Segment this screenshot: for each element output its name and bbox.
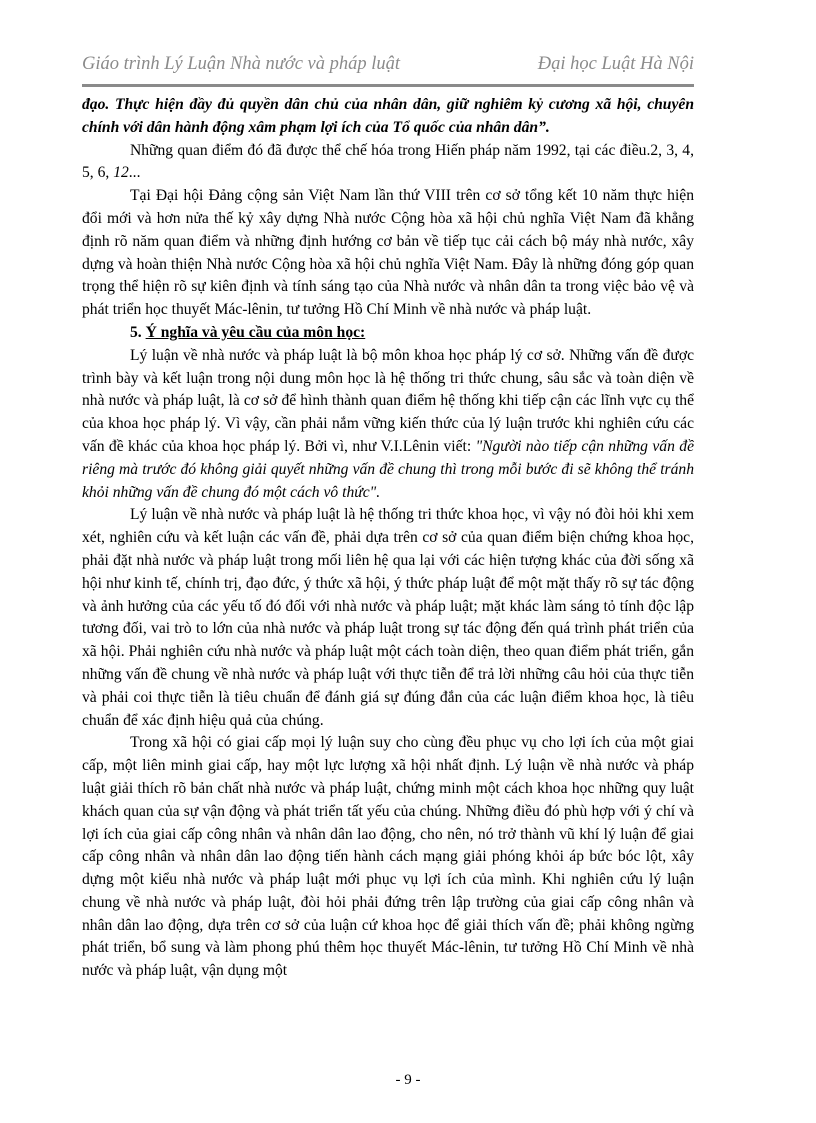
paragraph-constitution [82,140,694,186]
constitution-article-italic: 12 [113,164,129,182]
running-header [82,54,694,80]
quote-continuation: đạo. Thực hiện đầy đủ quyền dân chủ của nhân dân, giữ nghiêm kỷ cương xã hội, chuyên chính với dân hành động xâm phạm lợi ích của Tổ quốc của nhân dân”. [82,96,694,136]
paragraph-meaning [82,345,694,505]
constitution-text: Những quan điểm đó đã được thể chế hóa trong Hiến pháp năm 1992, tại các điều.2, 3, 4, 5, 6, [82,141,694,182]
paragraph-system: Lý luận về nhà nước và pháp luật là hệ thống tri thức khoa học, vì vậy nó đòi hỏi khi xem xét, nghiên cứu và kết luận các vấn đề, phải dựa trên cơ sở của quan điểm biện chứng khoa học, phải đặt nhà nước và pháp luật trong mối liên hệ qua lại với các hiện tượng khác của đời sống xã hội như kinh tế, chính trị, đạo đức, ý thức xã hội, ý thức pháp luật để một mặt thấy rõ sự tác động và ảnh hưởng của các yếu tố đó đối với nhà nước và pháp luật; mặt khác làm sáng tỏ tính độc lập tương đối, vai trò to lớn của nhà nước và pháp luật trong sự tác động đến quá trình phát triển của xã hội. Phải nghiên cứu nhà nước và pháp luật một cách toàn diện, theo quan điểm phát triển, gắn những vấn đề chung về nhà nước và pháp luật với thực tiễn để trả lời những câu hỏi của thực tiễn và phải coi thực tiễn là tiêu chuẩn để đánh giá sự đúng đắn của các luận điểm khoa học, là tiêu chuẩn để xác định hiệu quả của chúng. [82,506,694,729]
paragraph-class: Trong xã hội có giai cấp mọi lý luận suy cho cùng đều phục vụ cho lợi ích của một giai cấp, một liên minh giai cấp, hay một lực lượng xã hội nhất định. Lý luận về nhà nước và pháp luật giải thích rõ bản chất nhà nước và pháp luật, chứng minh một cách khoa học những quy luật khách quan của sự vận động và phát triển tất yếu của chúng. Những điều đó phù hợp với ý chí và lợi ích của giai cấp công nhân và nhân dân lao động, cho nên, nó trở thành vũ khí lý luận để giai cấp công nhân và nhân dân lao động tiến hành cách mạng giải phóng khỏi áp bức bóc lột, xây dựng một kiểu nhà nước và pháp luật mới phục vụ lợi ích của mình. Khi nghiên cứu lý luận chung về nhà nước và pháp luật, đòi hỏi phải đứng trên lập trường của giai cấp công nhân và nhân dân lao động, dựa trên cơ sở của luận cứ khoa học để giải thích vấn đề; phải không ngừng phát triển, bổ sung và làm phong phú thêm học thuyết Mác-lênin, tư tưởng Hồ Chí Minh về nhà nước và pháp luật, vận dụng một [82,734,694,980]
header-university: Đại học Luật Hà Nội [537,54,694,74]
meaning-text: Lý luận về nhà nước và pháp luật là bộ môn khoa học pháp lý cơ sở. Những vấn đề được trình bày và kết luận trong nội dung môn học là hệ thống tri thức chung, sâu sắc và toàn diện về nhà nước và pháp luật, là cơ sở để hình thành quan điểm hệ thống khi tiếp cận các lĩnh vực cụ thể của khoa học pháp lý. Vì vậy, cần phải nắm vững kiến thức của lý luận trước khi nghiên cứu các vấn đề khác của khoa học pháp lý. Bởi vì, như V.I.Lênin viết: [82,346,694,455]
header-book-title: Giáo trình Lý Luận Nhà nước và pháp luật [82,54,401,74]
page-body [82,94,694,983]
header-divider [82,84,694,87]
page-number: - 9 - [395,1072,421,1088]
paragraph-congress: Tại Đại hội Đảng cộng sản Việt Nam lần thứ VIII trên cơ sở tổng kết 10 năm thực hiện đổi mới và hơn nửa thế kỷ xây dựng Nhà nước Cộng hòa xã hội chủ nghĩa Việt Nam đã khẳng định rõ năm quan điểm và những định hướng cơ bản về tiếp tục cải cách bộ máy nhà nước, xây dựng và hoàn thiện Nhà nước Cộng hòa xã hội chủ nghĩa Việt Nam. Đây là những đóng góp quan trọng thể hiện rõ sự kiên định và tính sáng tạo của Nhà nước và nhân dân ta trong việc bảo vệ và phát triển học thuyết Mác-lênin, tư tưởng Hồ Chí Minh về nhà nước và pháp luật. [82,187,694,319]
section-number: 5. [130,323,146,341]
section-heading [82,322,694,345]
lenin-quote: "Người nào tiếp cận những vấn đề riêng mà trước đó không giải quyết những vấn đề chung thì trong mỗi bước đi sẽ không thể tránh khỏi những vấn đề chung đó một cách vô thức". [82,437,694,501]
section-title: Ý nghĩa và yêu cầu của môn học: [145,323,366,341]
constitution-ellipsis: ... [128,164,141,182]
